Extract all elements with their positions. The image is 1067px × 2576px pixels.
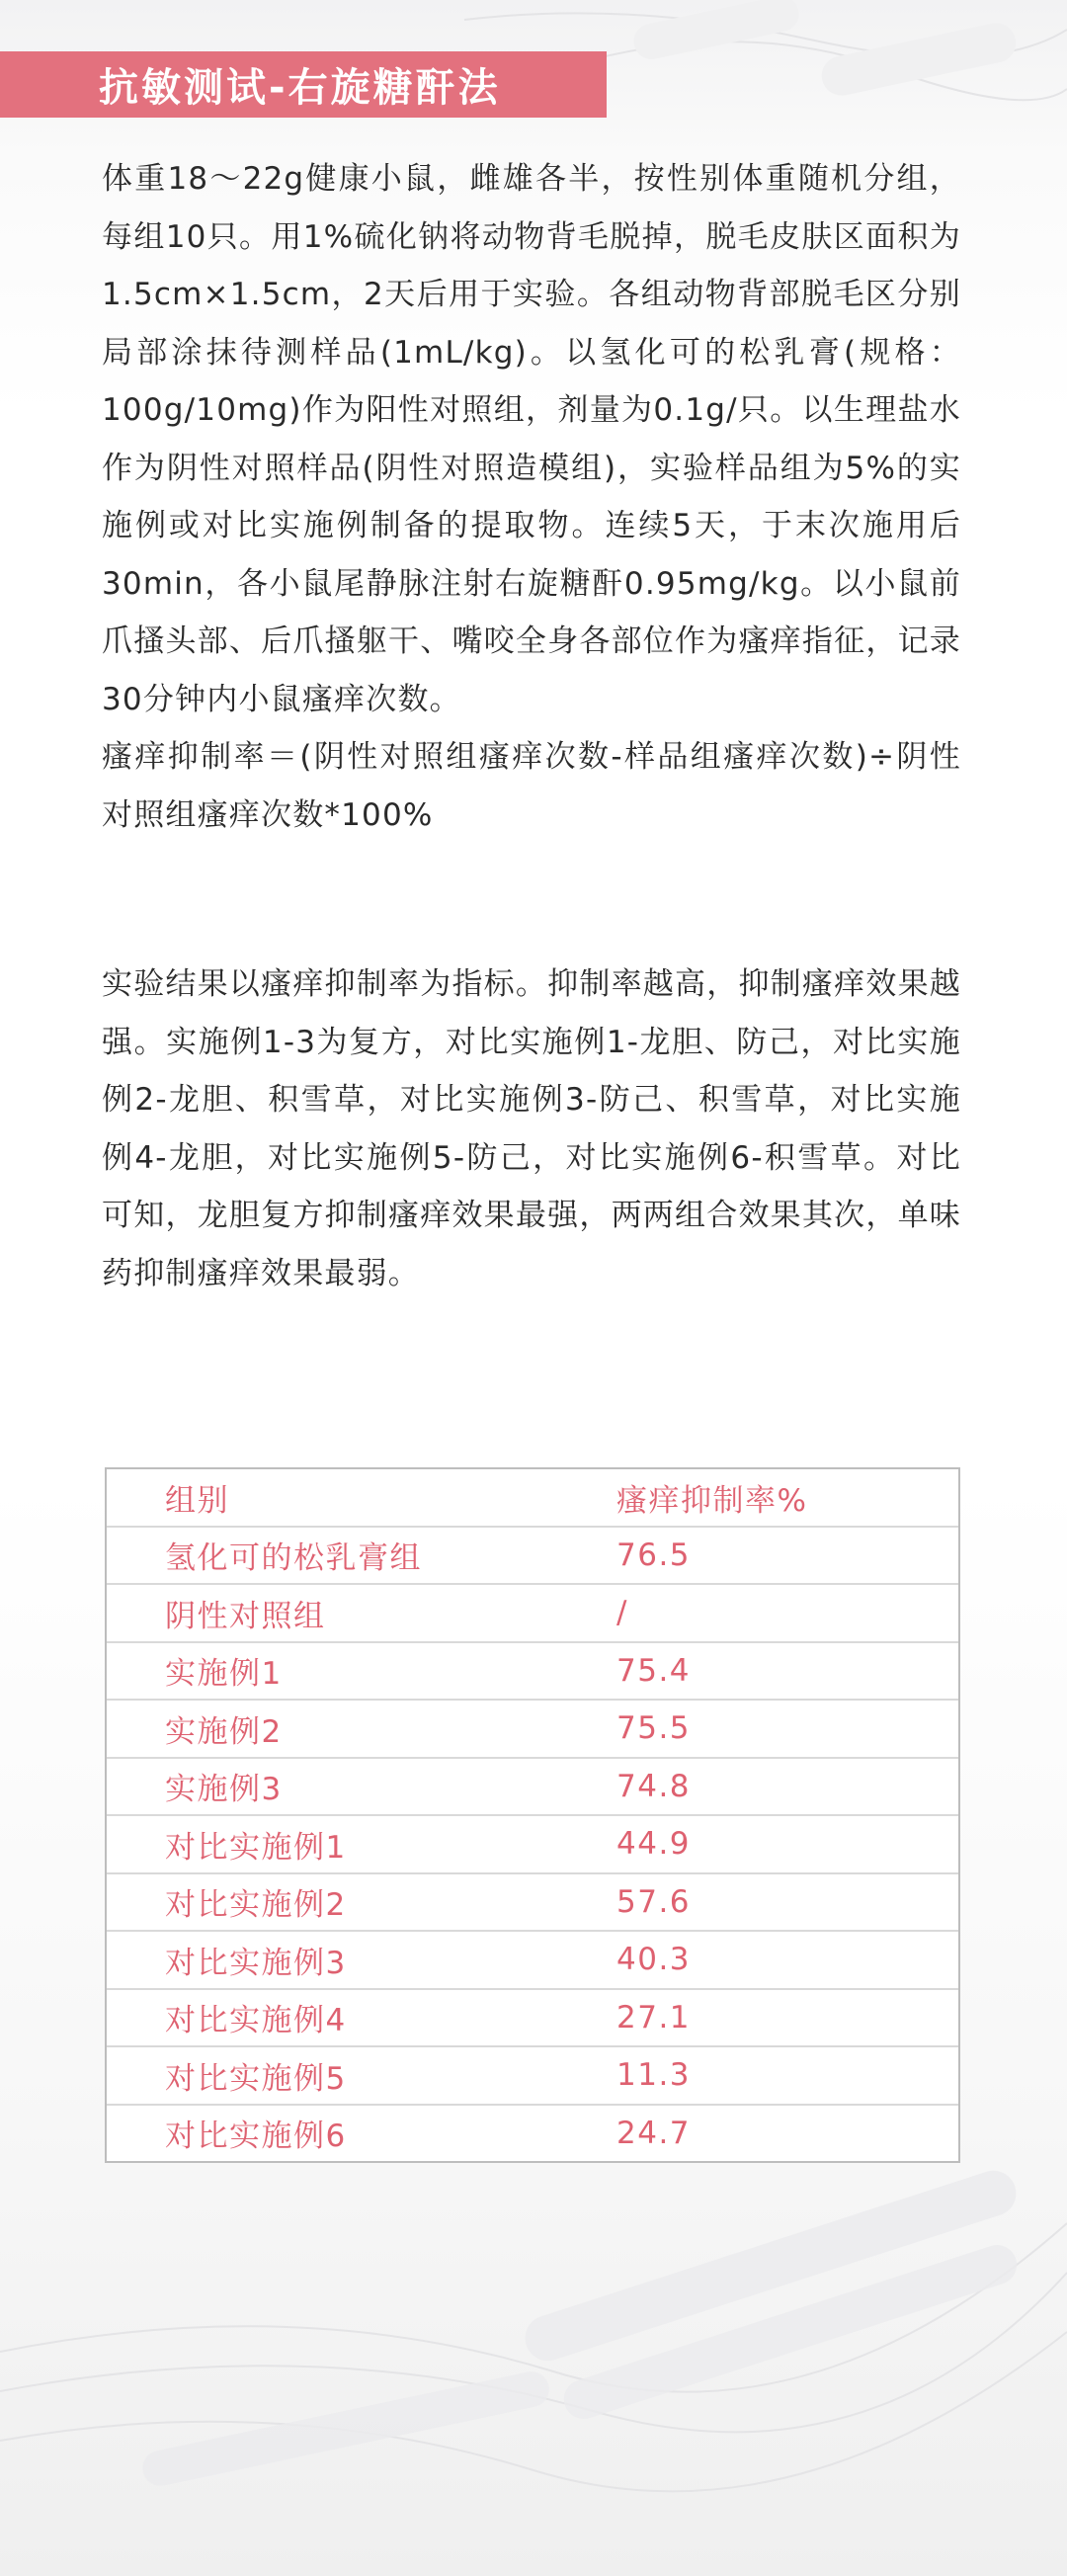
table-header-row: [107, 1469, 958, 1527]
table-row: [107, 1642, 958, 1701]
results-table: [105, 1467, 960, 2163]
rate-cell: 44.9: [616, 1815, 958, 1873]
table-row: [107, 1527, 958, 1585]
table-row: [107, 1758, 958, 1816]
group-cell: 实施例1: [107, 1642, 616, 1701]
rate-cell: 75.4: [616, 1642, 958, 1701]
result-description: 实验结果以瘙痒抑制率为指标。抑制率越高，抑制瘙痒效果越强。实施例1-3为复方，对比实施例1-龙胆、防己，对比实施例2-龙胆、积雪草，对比实施例3-防己、积雪草，对比实施例4-龙胆，对比实施例5-防己，对比实施例6-积雪草。对比可知，龙胆复方抑制瘙痒效果最强，两两组合效果其次，单味药抑制瘙痒效果最弱。: [102, 966, 961, 1291]
group-cell: 阴性对照组: [107, 1584, 616, 1642]
group-cell: 对比实施例1: [107, 1815, 616, 1873]
rate-cell: 75.5: [616, 1700, 958, 1758]
rate-cell: 57.6: [616, 1873, 958, 1932]
group-cell: 对比实施例3: [107, 1931, 616, 1989]
table-row: [107, 2046, 958, 2105]
rate-cell: 40.3: [616, 1931, 958, 1989]
rate-cell: 11.3: [616, 2046, 958, 2105]
group-cell: 对比实施例2: [107, 1873, 616, 1932]
group-cell: 对比实施例4: [107, 1989, 616, 2047]
section-title-bar: [0, 51, 607, 118]
group-cell: 实施例2: [107, 1700, 616, 1758]
column-header-group: 组别: [107, 1469, 616, 1527]
method-description: 体重18～22g健康小鼠，雌雄各半，按性别体重随机分组，每组10只。用1%硫化钠将动物背毛脱掉，脱毛皮肤区面积为1.5cm×1.5cm，2天后用于实验。各组动物背部脱毛区分别局部涂抹待测样品(1mL/kg)。以氢化可的松乳膏(规格：100g/10mg)作为阳性对照组，剂量为0.1g/只。以生理盐水作为阴性对照样品(阴性对照造模组)，实验样品组为5%的实施例或对比实施例制备的提取物。连续5天，于末次施用后30min，各小鼠尾静脉注射右旋糖酐0.95mg/kg。以小鼠前爪搔头部、后爪搔躯干、嘴咬全身各部位作为瘙痒指征，记录30分钟内小鼠瘙痒次数。 瘙痒抑制率＝(阴性对照组瘙痒次数-样品组瘙痒次数)÷阴性对照组瘙痒次数*100%: [102, 161, 961, 833]
table-row: [107, 1989, 958, 2047]
table-row: [107, 1700, 958, 1758]
rate-cell: 74.8: [616, 1758, 958, 1816]
table-row: [107, 1931, 958, 1989]
section-title: 抗敏测试-右旋糖酐法: [99, 65, 501, 111]
group-cell: 实施例3: [107, 1758, 616, 1816]
table-row: [107, 1584, 958, 1642]
table-row: [107, 2105, 958, 2162]
column-header-inhibition-rate: 瘙痒抑制率%: [616, 1469, 958, 1527]
table-row: [107, 1873, 958, 1932]
rate-cell: /: [616, 1584, 958, 1642]
group-cell: 对比实施例5: [107, 2046, 616, 2105]
group-cell: 对比实施例6: [165, 2119, 347, 2155]
group-cell: 氢化可的松乳膏组: [107, 1527, 616, 1585]
rate-cell: 76.5: [616, 1527, 958, 1585]
rate-cell: 24.7: [616, 2115, 692, 2151]
rate-cell: 27.1: [616, 1989, 958, 2047]
table-row: [107, 1815, 958, 1873]
